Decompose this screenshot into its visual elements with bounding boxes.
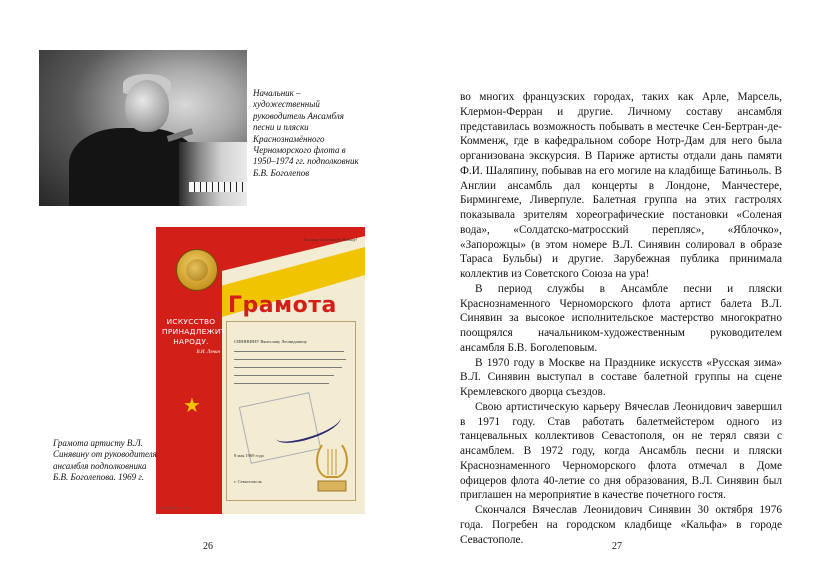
certificate-motto: ИСКУССТВО ПРИНАДЛЕЖИТ НАРОДУ. [162,317,226,346]
paragraph: В 1970 году в Москве на Празднике искусств «Русская зима» В.Л. Синявин выступал в составе балетной группы на сцене Кремлевского дворца съездов. [460,356,782,398]
lyre-icon [312,437,352,495]
certificate-title: Грамота [228,293,337,318]
paragraph: В период службы в Ансамбле песни и пляски Краснознаменного Черноморского флота артист балета В.Л. Синявин за высокое исполнительское мастерство многократно поощрялся начальником-художественным руководителем ансамбля Б.В. Боголеповым. [460,282,782,354]
portrait-photo [39,50,247,206]
paragraph: Скончался Вячеслав Леонидович Синявин 30 октября 1976 года. Погребен на городском кладбище «Кальфа» в городе Севастополе. [460,504,782,546]
right-page [411,0,822,581]
lenin-medal-icon [176,249,218,291]
paragraph: Свою артистическую карьеру Вячеслав Леонидович завершил в 1971 году. Став работать балетмейстером одного из танцевальных коллективов Севастополя, он не терял связи с ансамблем. В 1972 году, когда Ансамбль песни и пляски Краснознаменного Черноморского флота отмечал в Доме офицеров флота 40-летие со дня образования, В.Л. Синявин был приглашен на мероприятие в качестве почетного гостя. [460,400,782,502]
certificate-date: 8 мая 1969 года [234,453,264,458]
certificate-city: г. Севастополь [234,479,262,484]
motto-author: В.И. Ленин [196,350,220,355]
certificate-recipient: СИНЯВИНУ Вячеславу Леонидовичу [234,339,308,344]
certificate-tagline: За нашу Советскую Родину! [304,237,358,242]
print-info: Типография ... Зак. ... [160,506,192,510]
body-text [460,90,782,547]
paragraph: во многих французских городах, таких как Арле, Марсель, Клермон-Ферран и другие. Личному составу ансамбля представилась возможность побывать в местечке Сен-Бертран-де-Комменж, где в кафедральном соборе Нотр-Дам для него была организована экскурсия. В Париже артисты отдали дань памяти Ф.И. Шаляпину, побывав на его могиле на кладбище Батиньоль. В Англии ансамбль дал концерты в Лондоне, Манчестере, Бирмингеме, Ливерпуле. Балетная группа на этих гастролях показывала зрителям хореографические постановки «Соленая вода», «Солдатско-матросский перепляс», «Яблочко», «Запорожцы» (в этом номере В.Л. Синявин солировал в образе Тараса Бульбы) и другие. Зарубежная публика принимала коллектив из Советского Союза на ура! [460,91,782,280]
photo-caption: Начальник – художественный руководитель Ансамбля песни и пляски Краснознамённого Черноморского флота в 1950–1974 гг. подполковник Б.В. Боголепов [253,88,359,178]
page-number: 26 [203,541,213,552]
certificate-caption: Грамота артисту В.Л. Синявину от руководителя ансамбля подполковника Б.В. Боголепова. 1969 г. [53,438,157,483]
page-number: 27 [612,541,622,552]
red-star-icon: ★ [183,393,201,417]
certificate-image [156,227,365,514]
